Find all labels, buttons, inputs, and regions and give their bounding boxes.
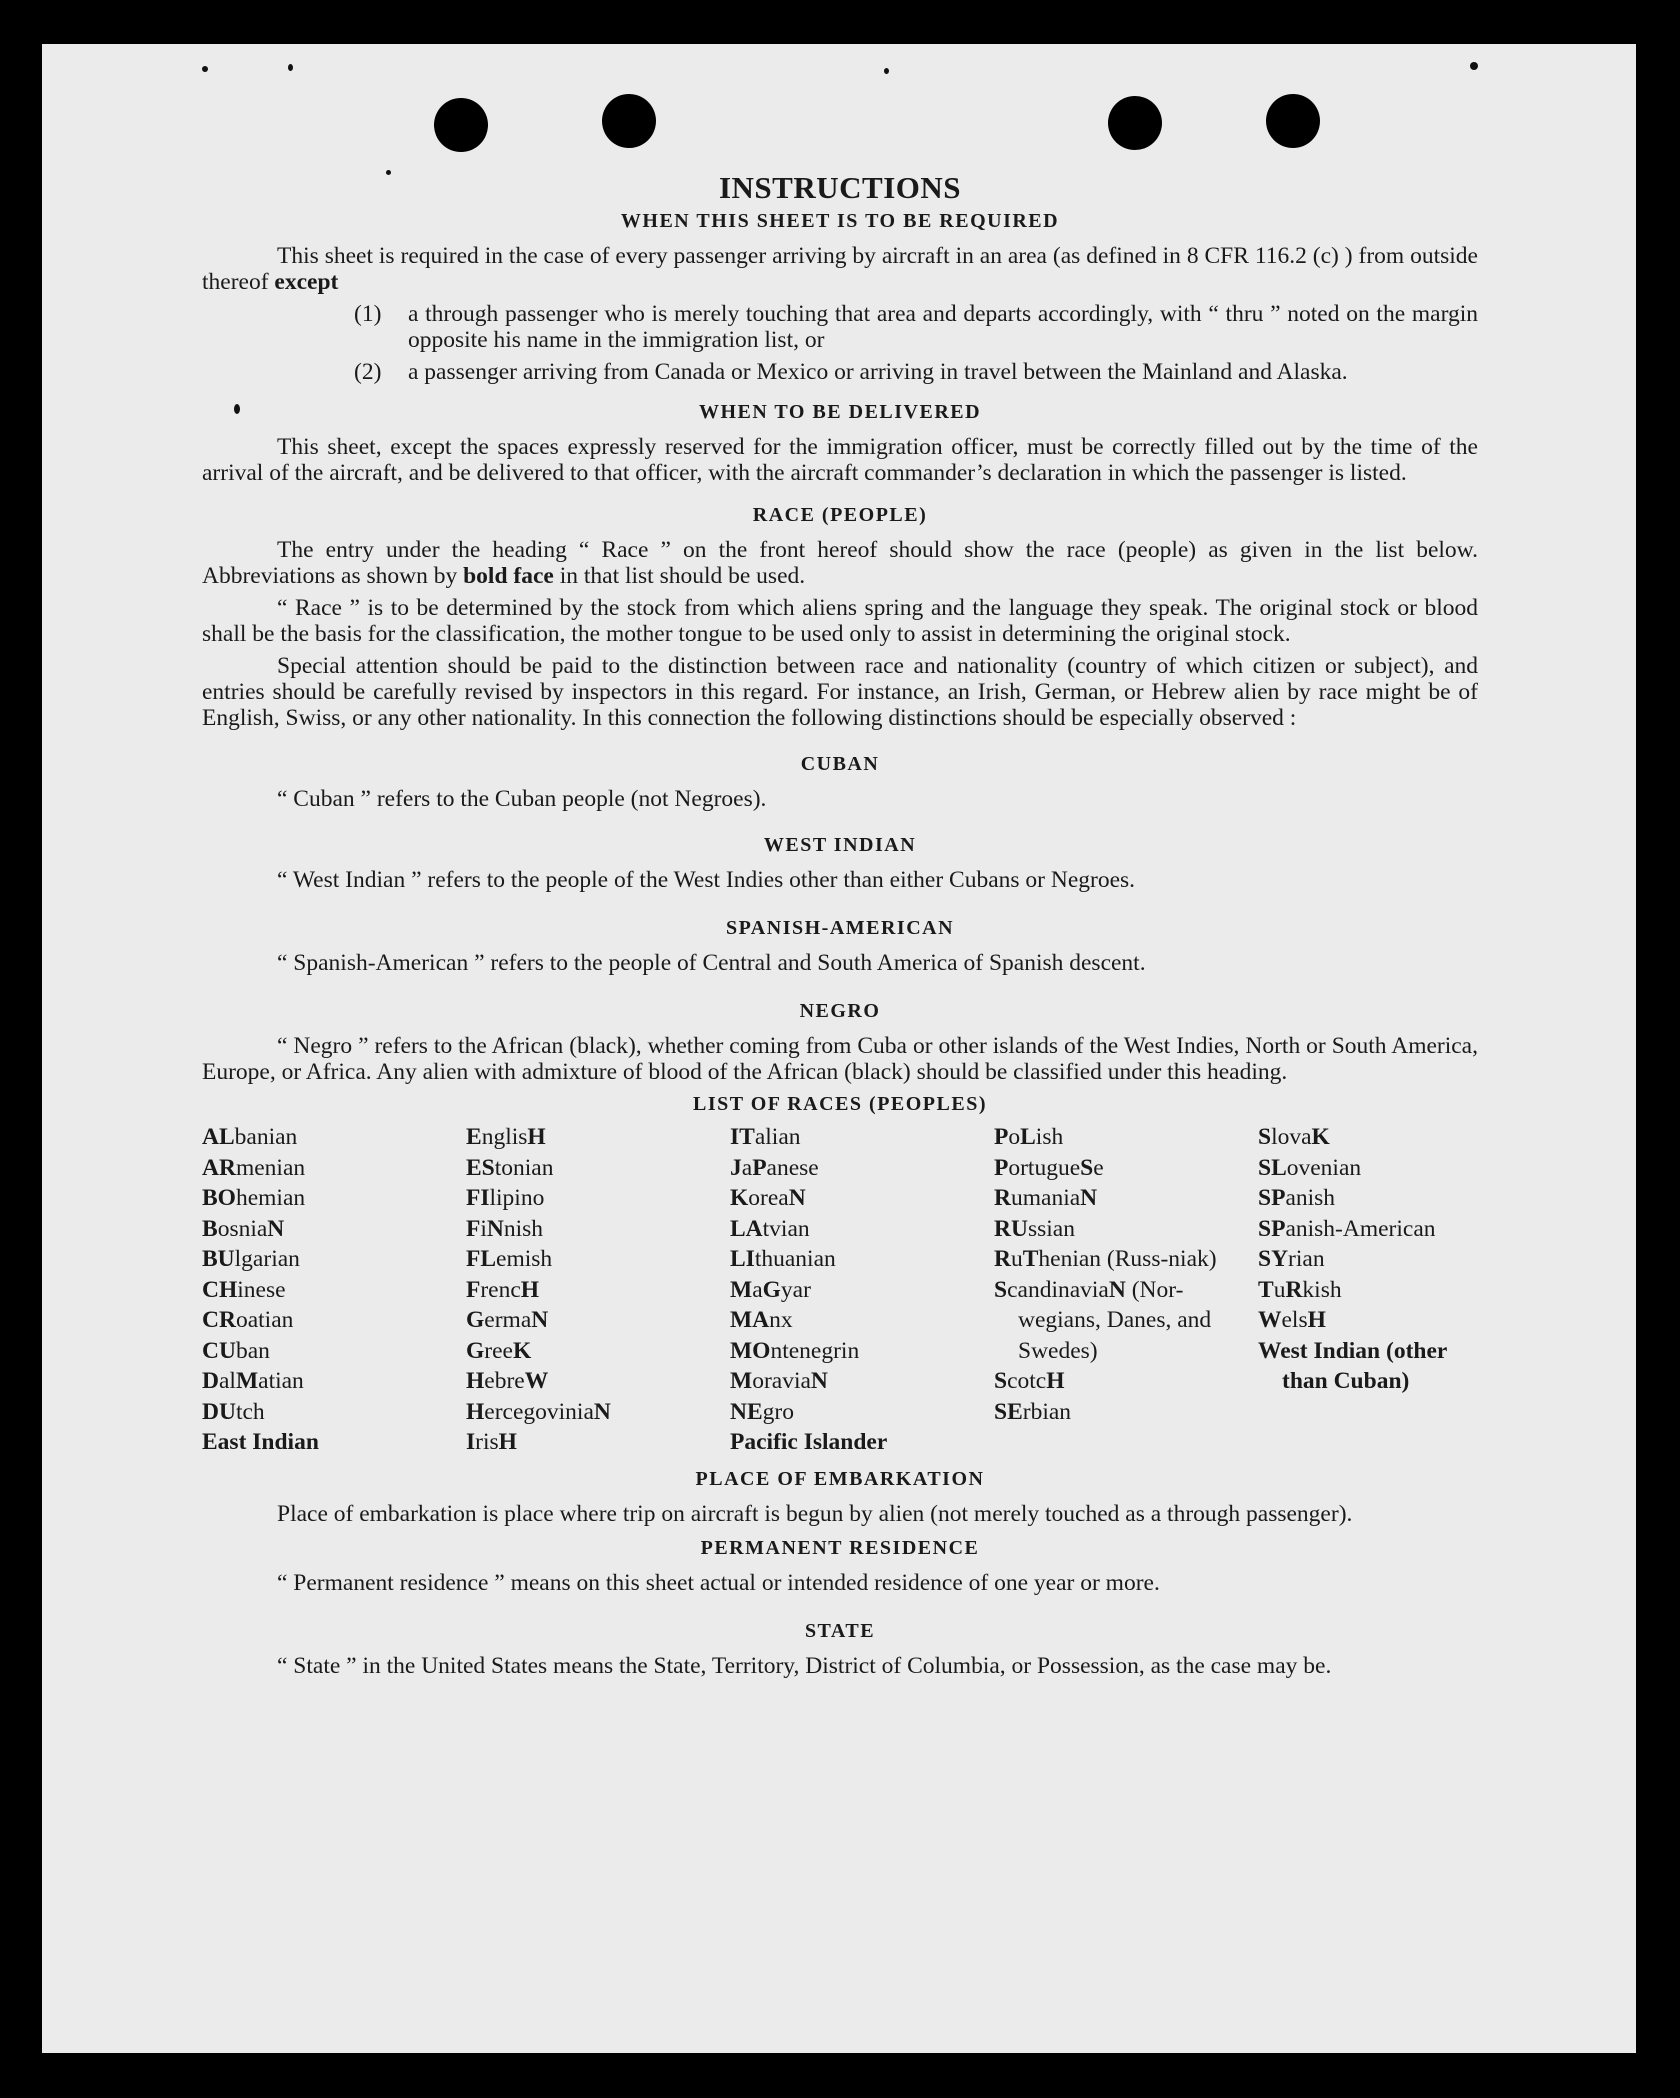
- race-abbrev: MA: [730, 1307, 770, 1333]
- race-text: cotc: [1007, 1368, 1047, 1394]
- race-text: nx: [769, 1307, 793, 1333]
- race-abbrev: M: [730, 1276, 753, 1303]
- race-abbrev: FI: [466, 1185, 490, 1211]
- race-abbrev: G: [466, 1307, 485, 1333]
- race-entry: [202, 1122, 466, 1153]
- race-text: ish: [1035, 1124, 1064, 1150]
- paragraph: “ Race ” is to be determined by the stock from which aliens spring and the language they speak. The original stock or blood shall be the basis for the classification, the mother tongue to be used only to assist in determining the original stock.: [202, 595, 1478, 647]
- speck: [884, 68, 889, 74]
- race-entry: [202, 1275, 466, 1306]
- race-entry: [466, 1244, 730, 1275]
- race-entry: [994, 1275, 1258, 1367]
- race-abbrev: S: [994, 1276, 1008, 1303]
- race-text: gro: [762, 1398, 794, 1425]
- race-text: lipino: [489, 1185, 545, 1211]
- race-entry: [1258, 1275, 1474, 1306]
- section-heading: WEST INDIAN: [763, 834, 917, 856]
- race-text: osnia: [217, 1215, 268, 1242]
- race-entry: [730, 1244, 994, 1275]
- race-entry: [202, 1305, 466, 1336]
- race-text: henian (Russ-niak): [1038, 1246, 1217, 1272]
- paragraph-text: The entry under the heading “ Race ” on the front hereof should show the race (people) as given in the list below. Abbreviations as shown by: [202, 537, 1478, 589]
- race-entry: [202, 1183, 466, 1214]
- race-abbrev: SE: [994, 1398, 1023, 1425]
- speck: [288, 64, 293, 71]
- race-entry: [466, 1336, 730, 1367]
- race-text: orea: [748, 1185, 789, 1211]
- race-text: tch: [235, 1398, 265, 1425]
- race-text: o: [1008, 1124, 1021, 1150]
- race-text: rbian: [1022, 1398, 1072, 1425]
- race-entry: [730, 1305, 994, 1336]
- race-abbrev: N: [1080, 1185, 1098, 1211]
- race-abbrev: P: [994, 1154, 1009, 1181]
- race-abbrev: CR: [202, 1307, 236, 1333]
- race-text: u: [1273, 1276, 1286, 1303]
- race-text: oravia: [752, 1368, 811, 1394]
- race-abbrev: K: [512, 1337, 532, 1364]
- race-entry: [1258, 1183, 1474, 1214]
- race-entry: [994, 1244, 1258, 1275]
- race-abbrev: N: [267, 1215, 285, 1242]
- race-text: ree: [484, 1337, 513, 1364]
- race-abbrev: N: [531, 1307, 549, 1333]
- race-text: renc: [480, 1276, 521, 1303]
- race-entry: [202, 1366, 466, 1397]
- race-text: tonian: [494, 1154, 554, 1181]
- race-entry: [730, 1153, 994, 1184]
- race-list: [202, 1122, 1478, 1458]
- race-abbrev: H: [498, 1429, 517, 1455]
- paragraph: “ Permanent residence ” means on this sheet actual or intended residence of one year or more.: [277, 1569, 1160, 1596]
- race-abbrev: East Indian: [202, 1429, 319, 1455]
- paragraph-text: in that list should be used.: [559, 563, 806, 589]
- race-abbrev: N: [486, 1215, 504, 1242]
- race-abbrev: E: [466, 1124, 482, 1150]
- race-abbrev: IT: [730, 1124, 755, 1150]
- race-text: anish-American: [1285, 1215, 1436, 1242]
- race-text: umania: [1010, 1185, 1081, 1211]
- race-abbrev: DU: [202, 1398, 236, 1425]
- race-abbrev: K: [1311, 1124, 1330, 1150]
- race-text: ortugue: [1008, 1154, 1081, 1181]
- race-abbrev: BU: [202, 1246, 235, 1272]
- race-abbrev: G: [466, 1337, 485, 1364]
- paragraph: “ West Indian ” refers to the people of the West Indies other than either Cubans or Negroes.: [277, 867, 1136, 893]
- section-heading: CUBAN: [800, 753, 880, 775]
- race-text: lgarian: [234, 1246, 300, 1272]
- race-entry: [1258, 1122, 1474, 1153]
- section-heading: PLACE OF EMBARKATION: [695, 1467, 985, 1490]
- race-entry: [466, 1183, 730, 1214]
- race-text: a: [741, 1154, 753, 1181]
- race-abbrev: LI: [730, 1246, 755, 1272]
- race-abbrev: Pacific Islander: [730, 1429, 888, 1455]
- race-abbrev: J: [730, 1154, 742, 1181]
- race-abbrev: AL: [202, 1124, 235, 1150]
- paragraph: Special attention should be paid to the distinction between race and nationality (country of which citizen or subject), and entries should be carefully revised by inspectors in this regard. For instance, an Irish, German, or Hebrew alien by race might be of English, Swiss, or any other nationality. In this connection the following distinctions should be especially observed :: [202, 653, 1478, 731]
- race-text: banian: [234, 1124, 298, 1150]
- race-abbrev: West Indian (other than Cuban): [1258, 1337, 1447, 1394]
- race-text: menian: [235, 1154, 306, 1181]
- race-entry: [994, 1366, 1258, 1397]
- race-entry: [994, 1183, 1258, 1214]
- section-heading: LIST OF RACES (PEOPLES): [692, 1093, 987, 1115]
- race-abbrev: W: [524, 1368, 549, 1394]
- race-abbrev: ES: [466, 1154, 495, 1181]
- race-abbrev: R: [994, 1185, 1011, 1211]
- race-text: yar: [780, 1276, 811, 1303]
- paragraph: [202, 537, 1478, 589]
- race-entry: [730, 1336, 994, 1367]
- race-text: erma: [484, 1307, 532, 1333]
- race-abbrev: H: [466, 1368, 485, 1394]
- race-abbrev: F: [466, 1276, 481, 1303]
- race-abbrev: R: [1285, 1276, 1303, 1303]
- race-text: emish: [496, 1246, 553, 1272]
- race-text: nglis: [481, 1124, 528, 1150]
- race-abbrev: LA: [730, 1215, 763, 1242]
- race-text: ercegovinia: [484, 1398, 594, 1425]
- race-text: tvian: [762, 1215, 810, 1242]
- race-abbrev: SL: [1258, 1154, 1287, 1181]
- paragraph-text: This sheet is required in the case of every passenger arriving by aircraft in an area (as defined in 8 CFR 116.2 (c) ) from outside thereof: [202, 243, 1478, 295]
- race-entry: [202, 1397, 466, 1428]
- race-entry: [730, 1397, 994, 1428]
- race-abbrev: BO: [202, 1185, 236, 1211]
- race-abbrev: CH: [202, 1276, 238, 1303]
- race-text: hemian: [235, 1185, 306, 1211]
- section-heading: NEGRO: [799, 1000, 881, 1022]
- race-entry: [994, 1153, 1258, 1184]
- race-text: ovenian: [1286, 1154, 1362, 1181]
- paragraph: “ Cuban ” refers to the Cuban people (not Negroes).: [277, 786, 767, 812]
- race-abbrev: P: [752, 1154, 767, 1181]
- race-entry: [466, 1366, 730, 1397]
- paragraph: “ State ” in the United States means the State, Territory, District of Columbia, or Possession, as the case may be.: [277, 1652, 1332, 1679]
- race-abbrev: D: [202, 1368, 219, 1394]
- race-entry: [1258, 1244, 1474, 1275]
- paragraph: Place of embarkation is place where trip on aircraft is begun by alien (not merely touched as a through passenger).: [277, 1500, 1353, 1527]
- bold-text: except: [274, 269, 339, 295]
- race-abbrev: T: [1258, 1276, 1274, 1303]
- race-abbrev: CU: [202, 1337, 236, 1364]
- race-text: u: [1010, 1246, 1023, 1272]
- race-abbrev: G: [762, 1276, 781, 1303]
- race-text: anish: [1285, 1185, 1336, 1211]
- race-text: ban: [235, 1337, 270, 1364]
- race-abbrev: H: [1307, 1307, 1326, 1333]
- race-text: rian: [1288, 1246, 1325, 1272]
- race-text: ris: [475, 1429, 499, 1455]
- race-abbrev: B: [202, 1215, 218, 1242]
- race-abbrev: L: [1020, 1124, 1036, 1150]
- list-item: [202, 301, 1478, 353]
- race-entry: [202, 1336, 466, 1367]
- speck: [1470, 62, 1478, 70]
- race-entry: [466, 1275, 730, 1306]
- race-column: [1258, 1122, 1474, 1458]
- race-entry: [994, 1122, 1258, 1153]
- speck: [202, 66, 208, 72]
- race-entry: [202, 1214, 466, 1245]
- race-abbrev: S: [1080, 1154, 1094, 1181]
- race-entry: [994, 1214, 1258, 1245]
- race-entry: [730, 1366, 994, 1397]
- race-abbrev: N: [593, 1398, 611, 1425]
- race-entry: [1258, 1305, 1474, 1336]
- race-entry: [730, 1183, 994, 1214]
- race-text: alian: [754, 1124, 801, 1150]
- race-text: e: [1093, 1154, 1104, 1181]
- race-entry: [730, 1427, 994, 1458]
- race-column: [994, 1122, 1258, 1458]
- race-entry: [1258, 1336, 1474, 1397]
- race-abbrev: M: [730, 1368, 753, 1394]
- race-entry: [730, 1214, 994, 1245]
- paragraph: [202, 243, 1478, 295]
- race-text: inese: [237, 1276, 286, 1303]
- race-abbrev: SY: [1258, 1246, 1289, 1272]
- paragraph: “ Spanish-American ” refers to the people of Central and South America of Spanish descent.: [277, 950, 1146, 976]
- race-abbrev: P: [994, 1124, 1009, 1150]
- list-text: a passenger arriving from Canada or Mexico or arriving in travel between the Mainland and Alaska.: [408, 359, 1348, 385]
- race-abbrev: T: [1022, 1246, 1039, 1272]
- race-entry: [202, 1427, 466, 1458]
- race-text: candinavia: [1007, 1276, 1109, 1303]
- paragraph: “ Negro ” refers to the African (black), whether coming from Cuba or other islands of the West Indies, North or South America, Europe, or Africa. Any alien with admixture of blood of the African (black) should be classified under this heading.: [202, 1033, 1478, 1085]
- race-text: i: [480, 1215, 487, 1242]
- race-abbrev: N: [788, 1185, 806, 1211]
- bold-text: bold face: [463, 563, 554, 589]
- punch-hole: [434, 98, 488, 152]
- race-text: atian: [258, 1368, 304, 1394]
- race-text: nish: [503, 1215, 544, 1242]
- race-abbrev: SP: [1258, 1215, 1286, 1242]
- race-abbrev: W: [1258, 1307, 1282, 1333]
- race-abbrev: FL: [466, 1246, 497, 1272]
- race-abbrev: SP: [1258, 1185, 1286, 1211]
- race-text: els: [1281, 1307, 1308, 1333]
- race-text: ebre: [484, 1368, 525, 1394]
- race-text: (Nor-wegians, Danes, and Swedes): [1018, 1276, 1212, 1364]
- race-abbrev: R: [994, 1246, 1011, 1272]
- race-column: [730, 1122, 994, 1458]
- race-abbrev: H: [466, 1398, 485, 1425]
- race-abbrev: F: [466, 1215, 481, 1242]
- race-text: lova: [1271, 1124, 1312, 1150]
- section-heading: WHEN TO BE DELIVERED: [698, 401, 982, 423]
- race-entry: [466, 1214, 730, 1245]
- race-entry: [202, 1244, 466, 1275]
- race-abbrev: H: [520, 1276, 540, 1303]
- race-text: kish: [1302, 1276, 1342, 1303]
- race-abbrev: K: [730, 1185, 749, 1211]
- race-entry: [466, 1427, 730, 1458]
- race-text: anese: [766, 1154, 819, 1181]
- race-abbrev: S: [1258, 1124, 1272, 1150]
- race-abbrev: S: [994, 1368, 1008, 1394]
- list-number: (2): [354, 359, 382, 385]
- race-abbrev: RU: [994, 1215, 1028, 1242]
- race-text: oatian: [235, 1307, 294, 1333]
- race-entry: [202, 1153, 466, 1184]
- race-text: a: [752, 1276, 763, 1303]
- race-abbrev: NE: [730, 1398, 763, 1425]
- document-page: [42, 44, 1636, 2053]
- race-abbrev: H: [527, 1124, 546, 1150]
- race-text: thuanian: [754, 1246, 836, 1272]
- race-text: ssian: [1027, 1215, 1075, 1242]
- race-entry: [466, 1305, 730, 1336]
- page-title: INSTRUCTIONS: [718, 170, 961, 205]
- race-text: al: [218, 1368, 236, 1394]
- punch-hole: [602, 94, 656, 148]
- race-abbrev: N: [1108, 1276, 1126, 1303]
- race-entry: [1258, 1214, 1474, 1245]
- race-abbrev: I: [466, 1429, 476, 1455]
- section-heading: SPANISH-AMERICAN: [725, 917, 955, 939]
- race-entry: [466, 1122, 730, 1153]
- race-entry: [730, 1122, 994, 1153]
- punch-hole: [1108, 96, 1162, 150]
- race-abbrev: MO: [730, 1337, 771, 1364]
- list-number: (1): [354, 301, 382, 327]
- race-text: ntenegrin: [770, 1337, 860, 1364]
- race-entry: [466, 1153, 730, 1184]
- punch-hole: [1266, 94, 1320, 148]
- race-abbrev: N: [810, 1368, 828, 1394]
- race-entry: [994, 1397, 1258, 1428]
- instructions-body: [202, 170, 1478, 1679]
- list-text: a through passenger who is merely touching that area and departs accordingly, with “ thru ” noted on the margin opposite his name in the immigration list, or: [408, 301, 1478, 353]
- section-heading: RACE (PEOPLE): [752, 504, 928, 526]
- race-abbrev: AR: [202, 1154, 236, 1181]
- section-heading: STATE: [804, 1619, 876, 1642]
- paragraph: This sheet, except the spaces expressly reserved for the immigration officer, must be correctly filled out by the time of the arrival of the aircraft, and be delivered to that officer, with the aircraft commander’s declaration in which the passenger is listed.: [202, 434, 1478, 486]
- list-item: [202, 359, 1478, 385]
- race-column: [466, 1122, 730, 1458]
- race-entry: [466, 1397, 730, 1428]
- race-column: [202, 1122, 466, 1458]
- race-entry: [730, 1275, 994, 1306]
- race-abbrev: H: [1046, 1368, 1065, 1394]
- race-entry: [1258, 1153, 1474, 1184]
- section-heading: PERMANENT RESIDENCE: [700, 1536, 980, 1559]
- section-heading: WHEN THIS SHEET IS TO BE REQUIRED: [620, 210, 1060, 232]
- race-abbrev: M: [235, 1368, 259, 1394]
